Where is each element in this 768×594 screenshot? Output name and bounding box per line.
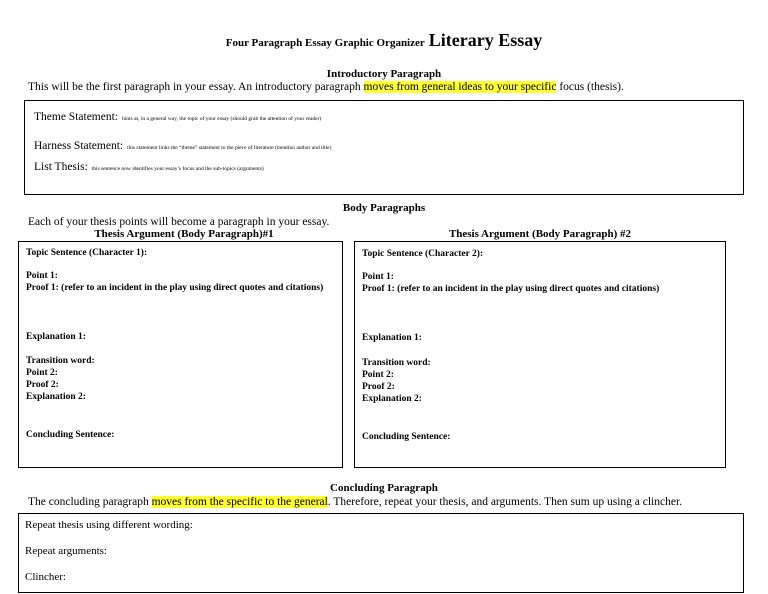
list-thesis-label: List Thesis: bbox=[34, 161, 88, 173]
clincher-line: Clincher: bbox=[25, 571, 66, 583]
col2-transition-word: Transition word: bbox=[362, 358, 431, 368]
conclusion-text-highlight: moves from the specific to the general bbox=[151, 496, 328, 508]
col1-concluding-sentence: Concluding Sentence: bbox=[26, 430, 115, 440]
body-heading: Body Paragraphs bbox=[342, 202, 426, 214]
col2-point-1: Point 1: bbox=[362, 272, 394, 282]
conclusion-heading: Concluding Paragraph bbox=[330, 482, 438, 494]
intro-box bbox=[24, 100, 744, 195]
document-title bbox=[0, 30, 768, 51]
col1-proof-2: Proof 2: bbox=[26, 380, 59, 390]
title-prefix: Four Paragraph Essay Graphic Organizer bbox=[225, 37, 425, 49]
col1-explanation-2: Explanation 2: bbox=[26, 392, 86, 402]
conclusion-description bbox=[28, 496, 682, 508]
intro-text-before: This will be the first paragraph in your essay. An introductory paragraph bbox=[28, 81, 364, 93]
col2-proof-2: Proof 2: bbox=[362, 382, 395, 392]
col1-topic-sentence: Topic Sentence (Character 1): bbox=[26, 248, 148, 258]
conclusion-box bbox=[18, 513, 744, 593]
intro-description bbox=[28, 81, 624, 93]
col1-point-2: Point 2: bbox=[26, 368, 58, 378]
col2-proof-1: Proof 1: (refer to an incident in the play using direct quotes and citations) bbox=[362, 284, 660, 294]
repeat-arguments-line: Repeat arguments: bbox=[25, 545, 107, 557]
col1-explanation-1: Explanation 1: bbox=[26, 332, 86, 342]
harness-label: Harness Statement: bbox=[34, 140, 124, 152]
conclusion-text-after: . Therefore, repeat your thesis, and arguments. Then sum up using a clincher. bbox=[327, 496, 683, 508]
col2-explanation-1: Explanation 1: bbox=[362, 333, 422, 343]
col2-explanation-2: Explanation 2: bbox=[362, 394, 422, 404]
intro-text-after: focus (thesis). bbox=[556, 81, 624, 93]
theme-statement-row bbox=[34, 107, 321, 125]
harness-hint: this statement links the “theme” statement to the piece of literature (mention author and title) bbox=[127, 145, 332, 151]
conclusion-text-before: The concluding paragraph bbox=[28, 496, 152, 508]
list-thesis-hint: this sentence now identifies your essay’s focus and the sub-topics (arguments) bbox=[91, 166, 264, 172]
body-intro-text: Each of your thesis points will become a paragraph in your essay. bbox=[28, 216, 330, 228]
intro-text-highlight: moves from general ideas to your specific bbox=[363, 81, 557, 93]
col1-transition-word: Transition word: bbox=[26, 356, 95, 366]
col1-heading: Thesis Argument (Body Paragraph)#1 bbox=[94, 228, 274, 240]
col1-point-1: Point 1: bbox=[26, 271, 58, 281]
col2-point-2: Point 2: bbox=[362, 370, 394, 380]
intro-heading: Introductory Paragraph bbox=[326, 68, 442, 80]
col2-heading: Thesis Argument (Body Paragraph) #2 bbox=[448, 228, 632, 240]
title-main: Literary Essay bbox=[428, 30, 543, 50]
list-thesis-row bbox=[34, 157, 264, 175]
harness-statement-row bbox=[34, 136, 331, 154]
repeat-thesis-line: Repeat thesis using different wording: bbox=[25, 519, 193, 531]
theme-hint: hints at, in a general way, the topic of your essay (should grab the attention of your reader) bbox=[122, 116, 322, 122]
col1-proof-1: Proof 1: (refer to an incident in the play using direct quotes and citations) bbox=[26, 283, 324, 293]
body-paragraph-2-box bbox=[354, 241, 726, 468]
theme-label: Theme Statement: bbox=[34, 111, 118, 123]
col2-topic-sentence: Topic Sentence (Character 2): bbox=[362, 249, 484, 259]
body-paragraph-1-box bbox=[18, 241, 343, 468]
col2-concluding-sentence: Concluding Sentence: bbox=[362, 432, 451, 442]
